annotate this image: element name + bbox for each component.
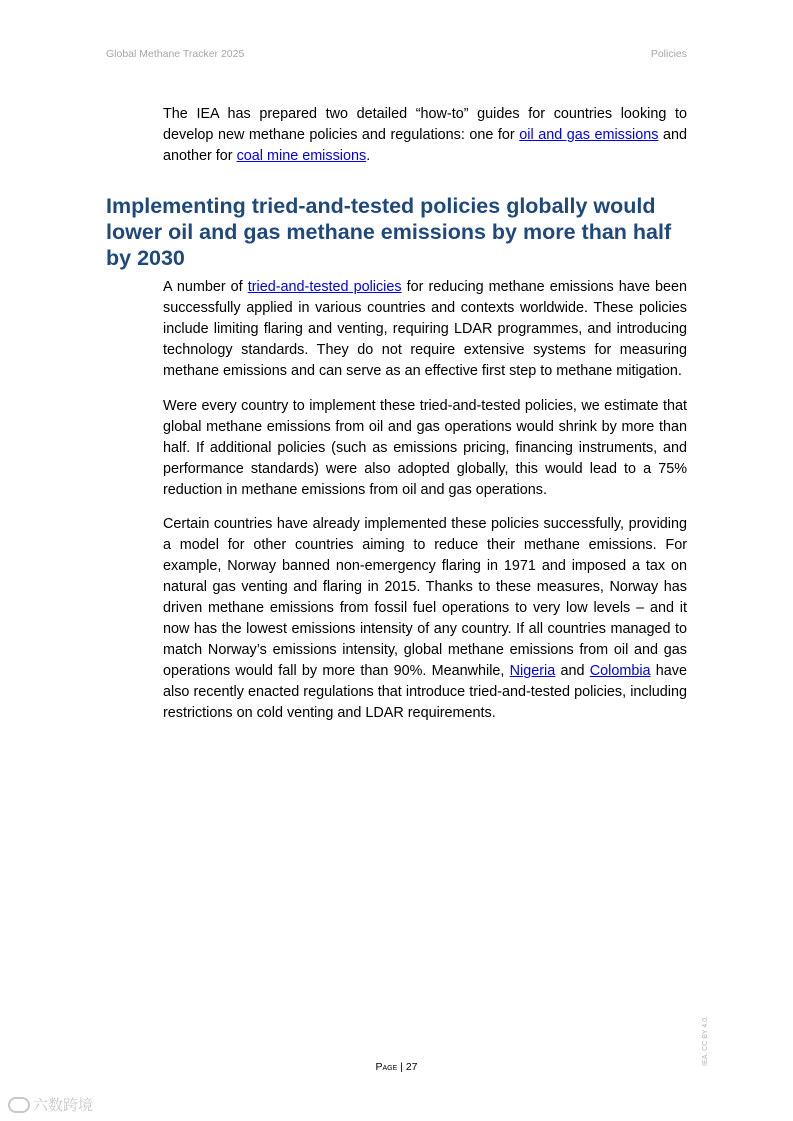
p3-text-3: have also recently enacted regulations that introduce tried-and-tested policies, including restrictions on cold venting and LDAR requirements. bbox=[163, 663, 687, 721]
license-note: IEA. CC BY 4.0. bbox=[702, 1015, 709, 1066]
page-label: Page bbox=[375, 1061, 398, 1073]
colombia-link[interactable]: Colombia bbox=[589, 663, 651, 679]
page-footer bbox=[0, 1061, 793, 1073]
oil-gas-guide-link[interactable]: oil and gas emissions bbox=[519, 127, 659, 143]
intro-text-3: . bbox=[366, 148, 371, 164]
intro-text-2: and another for bbox=[163, 127, 687, 164]
p1-text-1: A number of bbox=[163, 279, 248, 295]
p2-text: Were every country to implement these tried-and-tested policies, we estimate that global methane emissions from oil and gas operations would shrink by more than half. If additional policies (such as emissions pricing, financing instruments, and performance standards) were also adopted globally, this would lead to a 75% reduction in methane emissions from oil and gas operations. bbox=[163, 398, 687, 498]
page-separator: | bbox=[397, 1061, 406, 1073]
running-header-title: Global Methane Tracker 2025 bbox=[106, 48, 245, 60]
running-header-section: Policies bbox=[650, 48, 687, 60]
watermark-text: 六数跨境 bbox=[33, 1097, 94, 1114]
page-number: 27 bbox=[405, 1061, 418, 1073]
intro-paragraph bbox=[163, 104, 687, 167]
tried-tested-policies-link[interactable]: tried-and-tested policies bbox=[247, 279, 402, 295]
p1-text-2: for reducing methane emissions have been successfully applied in various countries and contexts worldwide. These policies include limiting flaring and venting, requiring LDAR programmes, and introducing technology standards. They do not require extensive systems for measuring methane emissions and can serve as an effective first step to methane mitigation. bbox=[163, 279, 688, 379]
watermark-logo-icon bbox=[8, 1097, 30, 1113]
section-paragraph-3 bbox=[163, 514, 687, 724]
p3-text-2: and bbox=[555, 663, 590, 679]
section-paragraph-2 bbox=[163, 396, 687, 501]
p3-text-1: Certain countries have already implemented these policies successfully, providing a model for other countries aiming to reduce their methane emissions. For example, Norway banned non-emergency flaring in 1971 and imposed a tax on natural gas venting and flaring in 2015. Thanks to these measures, Norway has driven methane emissions from fossil fuel operations to very low levels – and it now has the lowest emissions intensity of any country. If all countries managed to match Norway’s emissions intensity, global methane emissions from oil and gas operations would fall by more than 90%. Meanwhile, bbox=[163, 516, 687, 679]
section-heading: Implementing tried-and-tested policies globally would lower oil and gas methane emissions by more than half by 2030 bbox=[106, 194, 672, 270]
coal-mine-guide-link[interactable]: coal mine emissions bbox=[236, 148, 367, 164]
intro-text-1: The IEA has prepared two detailed “how-to” guides for countries looking to develop new methane policies and regulations: one for bbox=[163, 106, 687, 143]
nigeria-link[interactable]: Nigeria bbox=[509, 663, 556, 679]
section-paragraph-1 bbox=[163, 277, 687, 382]
watermark bbox=[8, 1094, 93, 1115]
